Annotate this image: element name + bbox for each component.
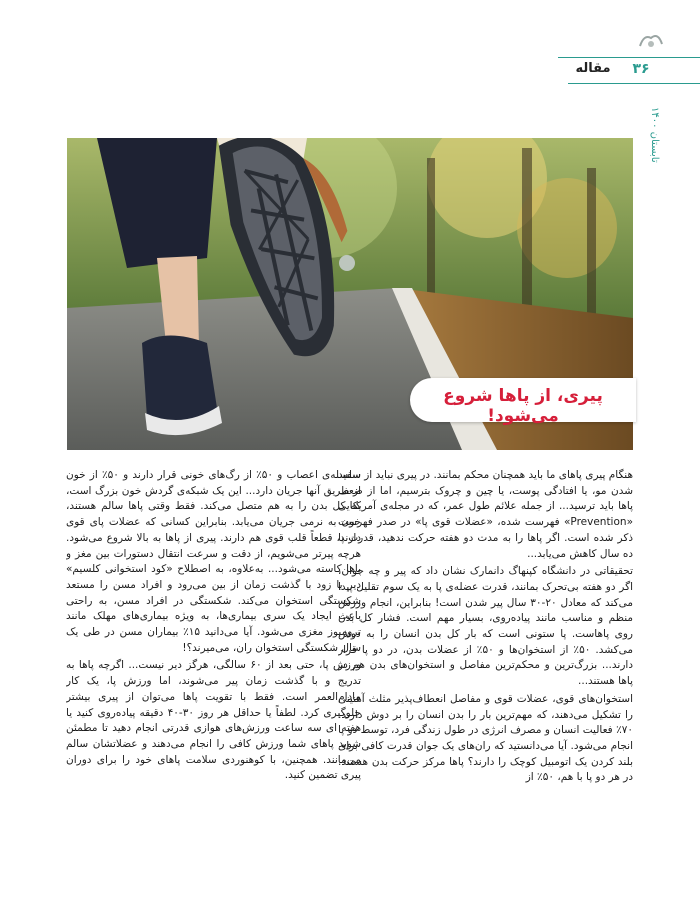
article-paragraph: استخوان‌های قوی، عضلات قوی و مفاصل انعطاف‌پذیر مثلث آهنینی را تشکیل می‌دهند، که مهم‌ترین بار را بدن انسان را بر دوش دارند. ۷۰٪ فعالیت انسان و مصرف انرژی در طول زندگی فرد، توسط دو پا انجام می‌شود. آیا می‌دانستید که ران‌های یک جوان قدرت کافی برای بلند کردن یک اتومبیل کوچک را دارند؟ پاها مرکز حرکت بدن هستند. در هر دو پا با هم، ۵۰٪ از [338,692,633,784]
page-number: ۳۶ [632,61,650,77]
section-label: مقاله [575,61,611,76]
article-paragraph: تحقیقاتی در دانشگاه کپنهاگ دانمارک نشان داد که پیر و چه جوان، اگر دو هفته بی‌تحرک بمانند، قدرت عضله‌ی پا به یک سوم تقلیل پیدا می‌کند که معادل ۲۰-۳۰ سال پیر شدن است! بنابراین، انجام ورزش منظم و مناسب مانند پیاده‌روی، بسیار مهم است. فشار کل بدن روی پاهاست. پا ستونی است که بار کل بدن انسان را به دوش می‌کشد. ۵۰٪ از استخوان‌ها و ۵۰٪ از عضلات بدن، در دو پا قرار دارند... بزرگ‌ترین و محکم‌ترین مفاصل و استخوان‌های بدن هم در پاها هستند... [338,565,633,688]
article-paragraph: سلسله‌ی اعصاب و ۵۰٪ از رگ‌های خونی قرار دارند و ۵۰٪ از خون از طریق آنها جریان دارد... این یک شبکه‌ی گردش خون بزرگ است، که کل بدن را به هم متصل می‌کند. فقط وقتی پاها سالم هستند، خون به نرمی جریان می‌یابد. بنابراین کسانی که عضلات پای قوی دارند، قطعاً قلب قوی هم دارند. پیری از پاها به بالا شروع می‌شود. هرچه پیرتر می‌شویم، از دقت و سرعت انتقال دستورات بین مغز و پاها کاسته می‌شود... به‌علاوه، به اصطلاح «کود استخوانی کلسیم» دیر یا زود با گذشت زمان از بین می‌رود و افراد مسن را مستعد شکستگی استخوان می‌کند. شکستگی در افراد مسن، به راحتی باعث ایجاد یک سری بیماری‌ها، به ویژه بیماری‌های مهلک مانند ترومبوز مغزی می‌شود. آیا می‌دانید ۱۵٪ بیماران مسن در طی یک سال شکستگی استخوان ران، می‌میرند؟! [66,469,361,654]
article-title: پیری، از پاها شروع می‌شود! [443,386,603,426]
article-column-right [338,468,633,808]
article-paragraph: ورزش پا، حتی بعد از ۶۰ سالگی، هرگز دیر نیست... اگرچه پاها به تدریج و با گذشت زمان پیر می‌شوند، اما ورزش پا، یک کار مادام‌العمر است. فقط با تقویت پاها می‌توان از پیری بیشتر جلوگیری کرد. لطفاً یا حداقل هر روز ۳۰-۴۰ دقیقه پیاده‌روی کنید یا هفته ای سه ساعت ورزش‌های هوازی قدرتی انجام دهید تا مطمئن شوید پاهای شما ورزش کافی را انجام می‌دهند و عضلاتشان سالم می‌مانند. همچنین، با کوهنوردی سلامت پاهای خود را برای دوران پیری تضمین کنید. [66,659,361,782]
article-title-box [410,378,636,426]
issue-caption: تابستان ۱۴۰۰ [649,107,660,163]
magazine-logo-icon [636,30,666,52]
article-paragraph: هنگام پیری پاهای ما باید همچنان محکم بمانند. در پیری نباید از سفید شدن مو، یا افتادگی پوست، یا چین و چروک بترسیم، اما از ضعف پاها باید ترسید... از جمله علائم طول عمر، که در مجله‌ی آمریکایی «Prevention» فهرست شده، «عضلات قوی پا» در صدر فهرست ذکر شده است. اگر پاها را به مدت دو هفته حرکت ندهید، قدرت پا ده سال کاهش می‌یابد... [338,469,633,560]
article-column-left [66,468,361,808]
